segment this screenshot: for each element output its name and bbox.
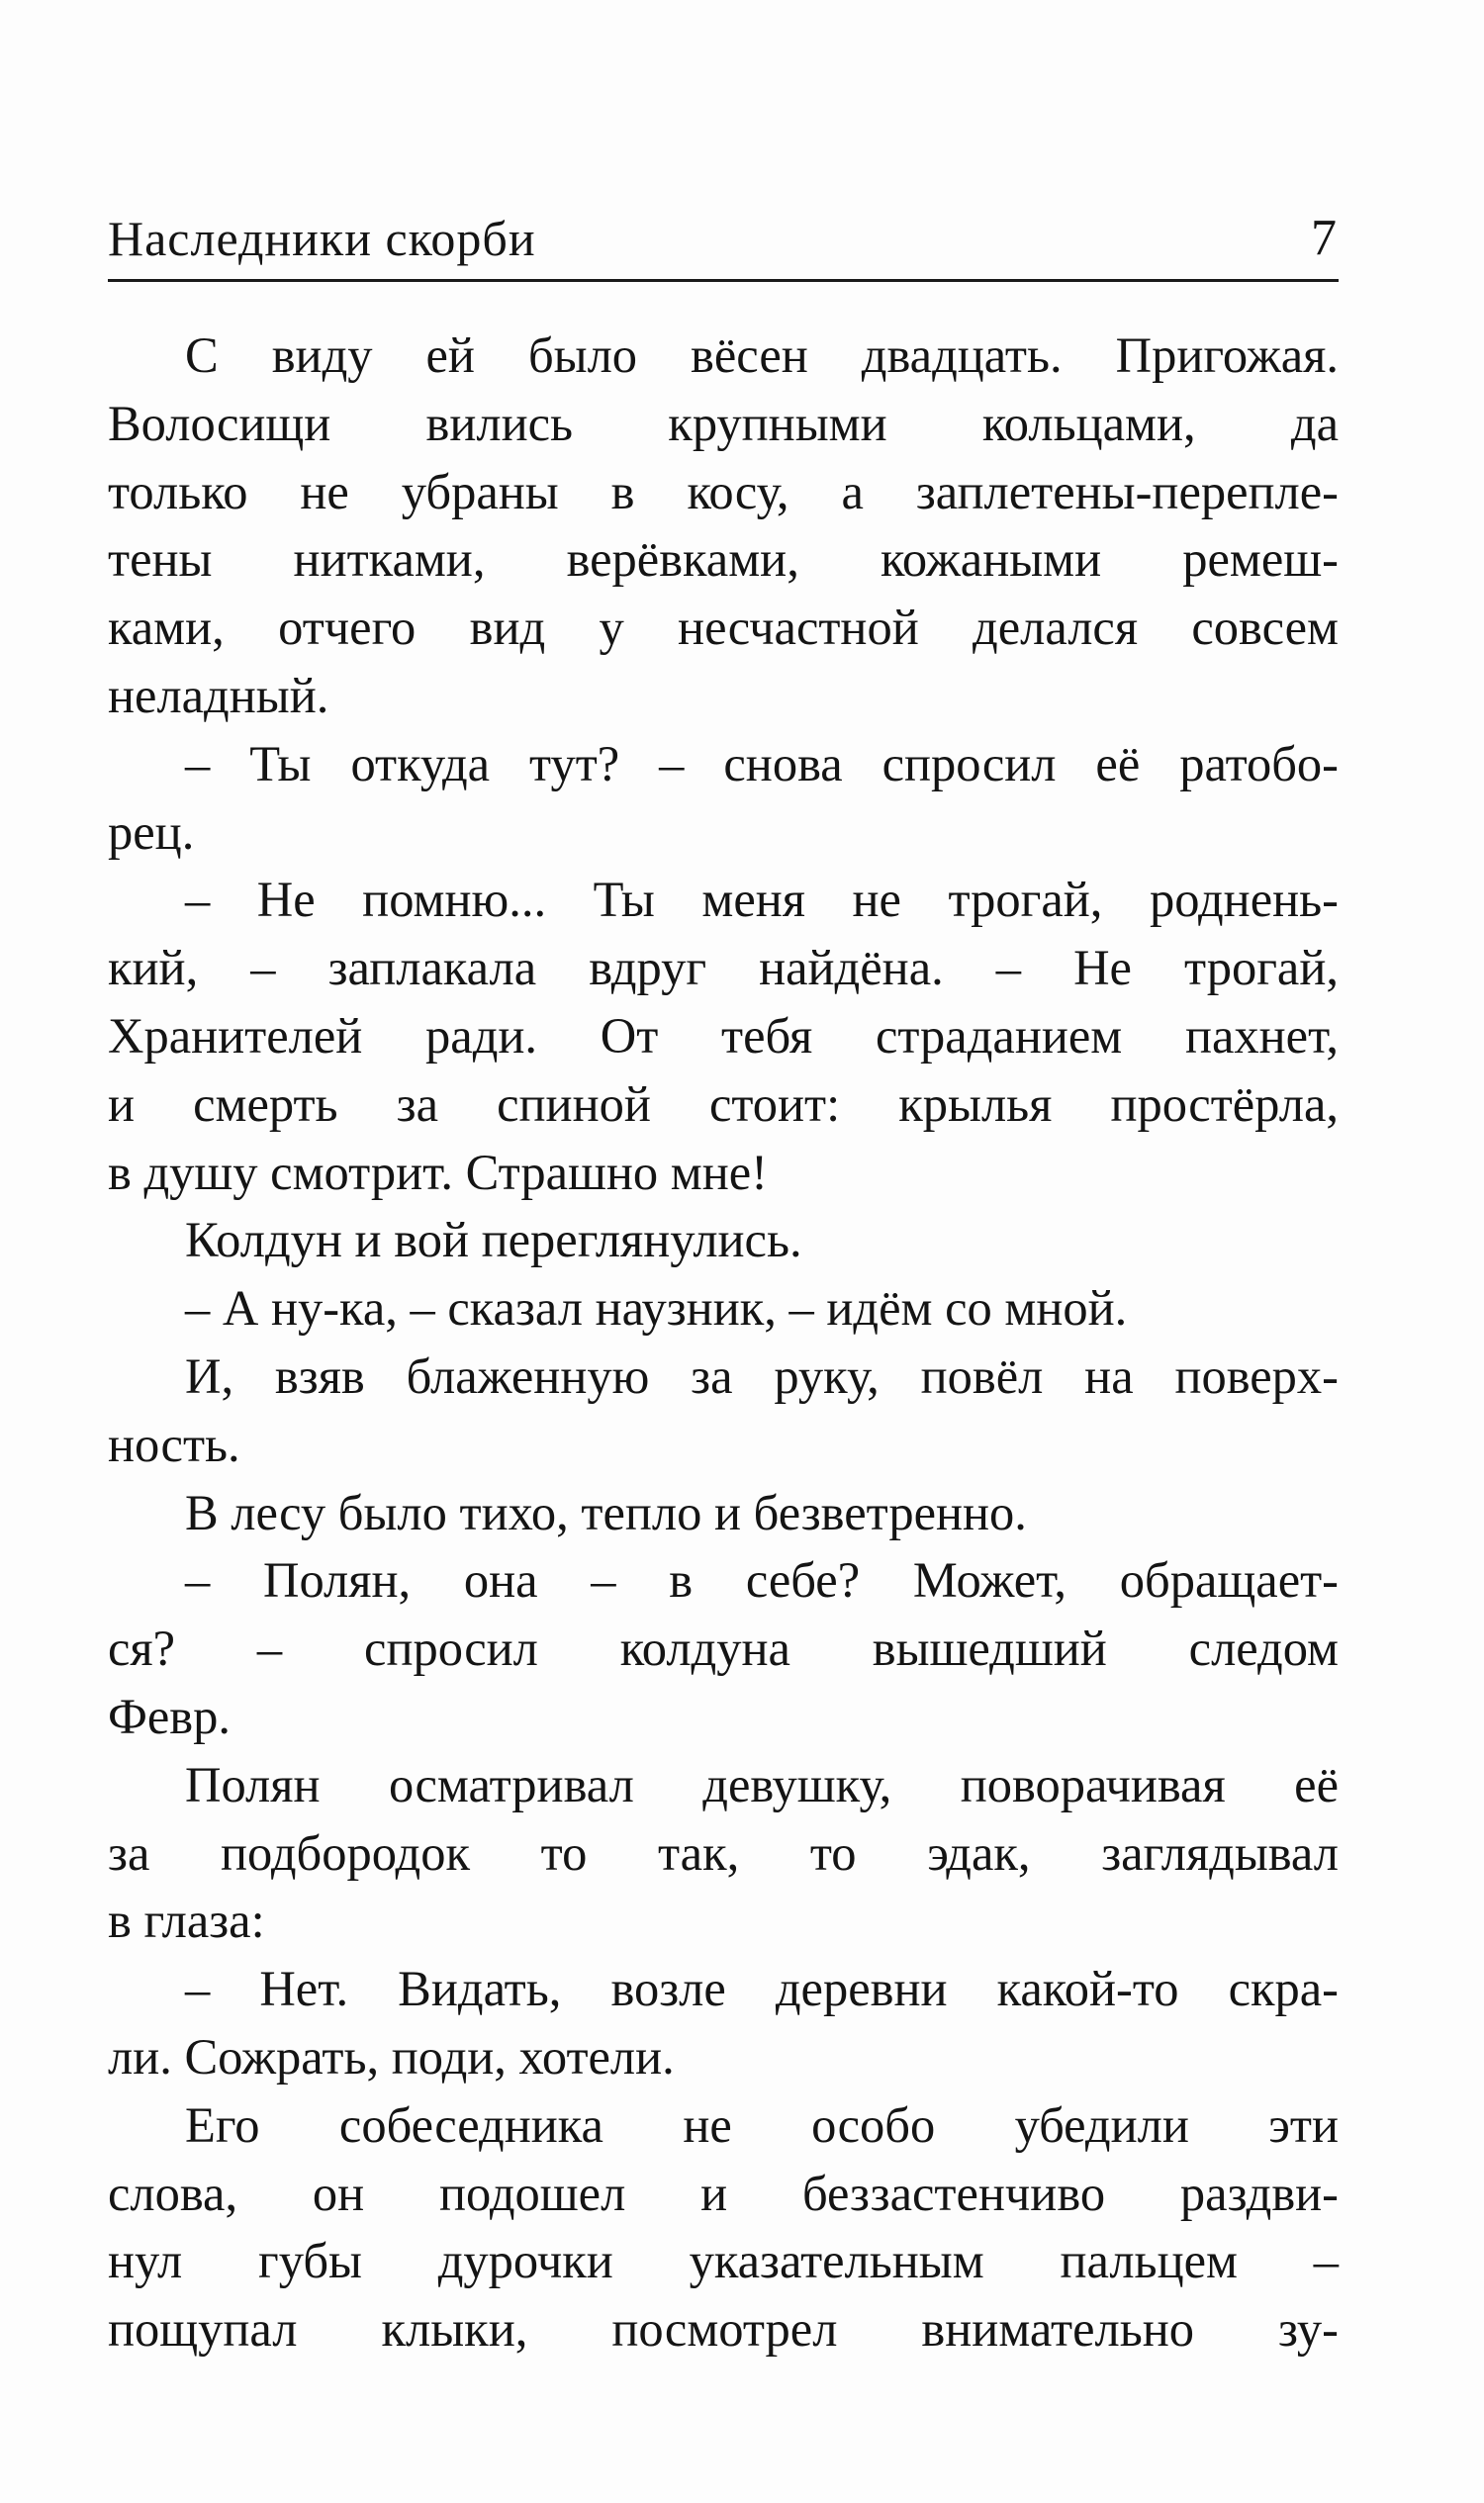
text-line: неладный.: [108, 667, 329, 723]
text-line: кий, – заплакала вдруг найдёна. – Не трогай,: [108, 940, 1339, 996]
text-line: Хранителей ради. От тебя страданием пахнет,: [108, 1007, 1339, 1064]
text-line: Февр.: [108, 1688, 232, 1744]
text-line: за подбородок то так, то эдак, заглядывал: [108, 1824, 1339, 1881]
text-line: – Нет. Видать, возле деревни какой-то скра-: [185, 1961, 1339, 2017]
text-line: пощупал клыки, посмотрел внимательно зу-: [108, 2301, 1339, 2358]
running-title: Наследники скорби: [108, 211, 536, 266]
text-line: В лесу было тихо, тепло и безветренно.: [185, 1484, 1027, 1540]
body-text: [108, 322, 1339, 2364]
text-line: ность.: [108, 1416, 240, 1472]
text-line: в душу смотрит. Страшно мне!: [108, 1144, 768, 1200]
text-line: слова, он подошел и беззастенчиво раздви-: [108, 2165, 1339, 2221]
running-header: [108, 188, 1339, 282]
text-line: нул губы дурочки указательным пальцем –: [108, 2233, 1339, 2289]
text-line: – Ты откуда тут? – снова спросил её ратобо-: [185, 735, 1339, 791]
text-line: Волосищи вились крупными кольцами, да: [108, 395, 1339, 451]
text-line: С виду ей было вёсен двадцать. Пригожая.: [185, 327, 1339, 383]
text-line: – Не помню... Ты меня не трогай, роднень-: [185, 872, 1339, 928]
text-line: Его собеседника не особо убедили эти: [185, 2096, 1339, 2153]
text-line: и смерть за спиной стоит: крылья простёрла,: [108, 1075, 1339, 1132]
text-line: – А ну-ка, – сказал наузник, – идём со мной.: [185, 1280, 1128, 1337]
text-line: тены нитками, верёвками, кожаными ремеш-: [108, 531, 1339, 588]
text-line: Полян осматривал девушку, поворачивая её: [185, 1756, 1339, 1812]
text-line: рец.: [108, 803, 195, 860]
text-line: ся? – спросил колдуна вышедший следом: [108, 1621, 1339, 1677]
text-line: – Полян, она – в себе? Может, обращает-: [185, 1552, 1339, 1609]
text-line: Колдун и вой переглянулись.: [185, 1212, 802, 1268]
text-line: И, взяв блаженную за руку, повёл на поверх-: [185, 1347, 1339, 1404]
page-number: 7: [1311, 210, 1337, 266]
text-line: ками, отчего вид у несчастной делался совсем: [108, 600, 1339, 656]
text-line: в глаза:: [108, 1893, 265, 1949]
text-line: только не убраны в косу, а заплетены-перепле-: [108, 463, 1339, 519]
text-line: ли. Сожрать, поди, хотели.: [108, 2028, 675, 2085]
